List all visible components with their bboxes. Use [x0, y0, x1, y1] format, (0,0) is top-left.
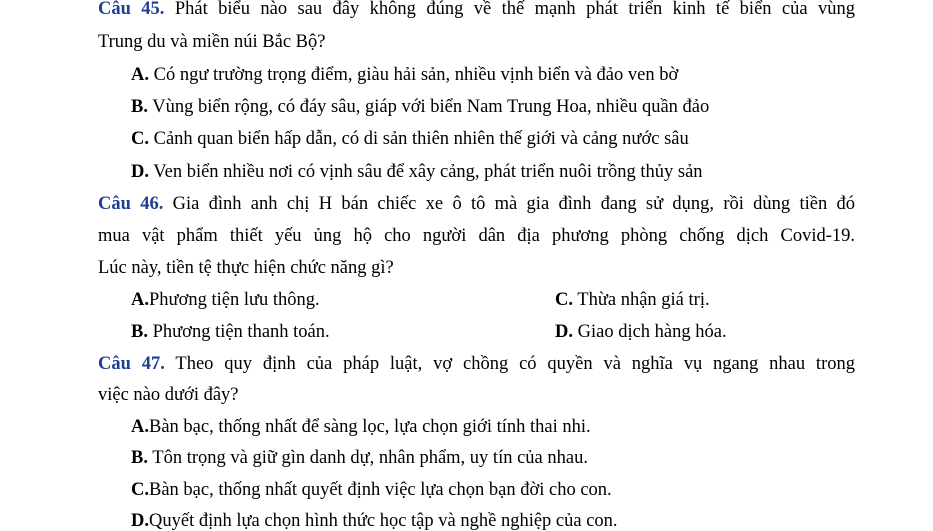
question-47-option-c: C.Bàn bạc, thống nhất quyết định việc lựa chọn bạn đời cho con.: [131, 480, 612, 500]
question-45-option-b: B. Vùng biển rộng, có đáy sâu, giáp với biển Nam Trung Hoa, nhiều quần đảo: [131, 97, 710, 117]
question-45-number: Câu 45.: [98, 0, 165, 19]
question-45-stem-line1: Câu 45. Phát biểu nào sau đây không đúng về thế mạnh phát triển kinh tế biển của vùng: [98, 0, 856, 19]
question-45-option-d: D. Ven biển nhiều nơi có vịnh sâu để xây cảng, phát triển nuôi trồng thủy sản: [131, 162, 703, 182]
question-47-number: Câu 47.: [98, 354, 165, 374]
question-46-option-a: A.Phương tiện lưu thông.: [131, 290, 320, 310]
question-47-stem-line1: Câu 47. Theo quy định của pháp luật, vợ chồng có quyền và nghĩa vụ ngang nhau trong: [98, 354, 855, 374]
question-46-option-b: B. Phương tiện thanh toán.: [131, 322, 330, 342]
question-45-option-a: A. Có ngư trường trọng điểm, giàu hải sản, nhiều vịnh biển và đảo ven bờ: [131, 65, 679, 85]
question-47-option-d: D.Quyết định lựa chọn hình thức học tập và nghề nghiệp của con.: [131, 511, 618, 531]
question-46-stem-line2: mua vật phẩm thiết yếu ủng hộ cho người dân địa phương phòng chống dịch Covid-19.: [98, 226, 855, 246]
question-46-stem-line3: Lúc này, tiền tệ thực hiện chức năng gì?: [98, 258, 394, 278]
question-46-option-c: C. Thừa nhận giá trị.: [555, 290, 710, 310]
question-46-option-d: D. Giao dịch hàng hóa.: [555, 322, 727, 342]
question-45-option-c: C. Cảnh quan biển hấp dẫn, có di sản thiên nhiên thế giới và cảng nước sâu: [131, 129, 689, 149]
question-46-stem-line1: Câu 46. Gia đình anh chị H bán chiếc xe ô tô mà gia đình đang sử dụng, rồi dùng tiền đó: [98, 194, 856, 214]
question-47-stem-line2: việc nào dưới đây?: [98, 385, 239, 405]
question-45-stem-line2: Trung du và miền núi Bắc Bộ?: [98, 32, 326, 52]
question-47-option-a: A.Bàn bạc, thống nhất để sàng lọc, lựa chọn giới tính thai nhi.: [131, 417, 591, 437]
question-46-number: Câu 46.: [98, 194, 164, 214]
question-47-option-b: B. Tôn trọng và giữ gìn danh dự, nhân phẩm, uy tín của nhau.: [131, 448, 588, 468]
